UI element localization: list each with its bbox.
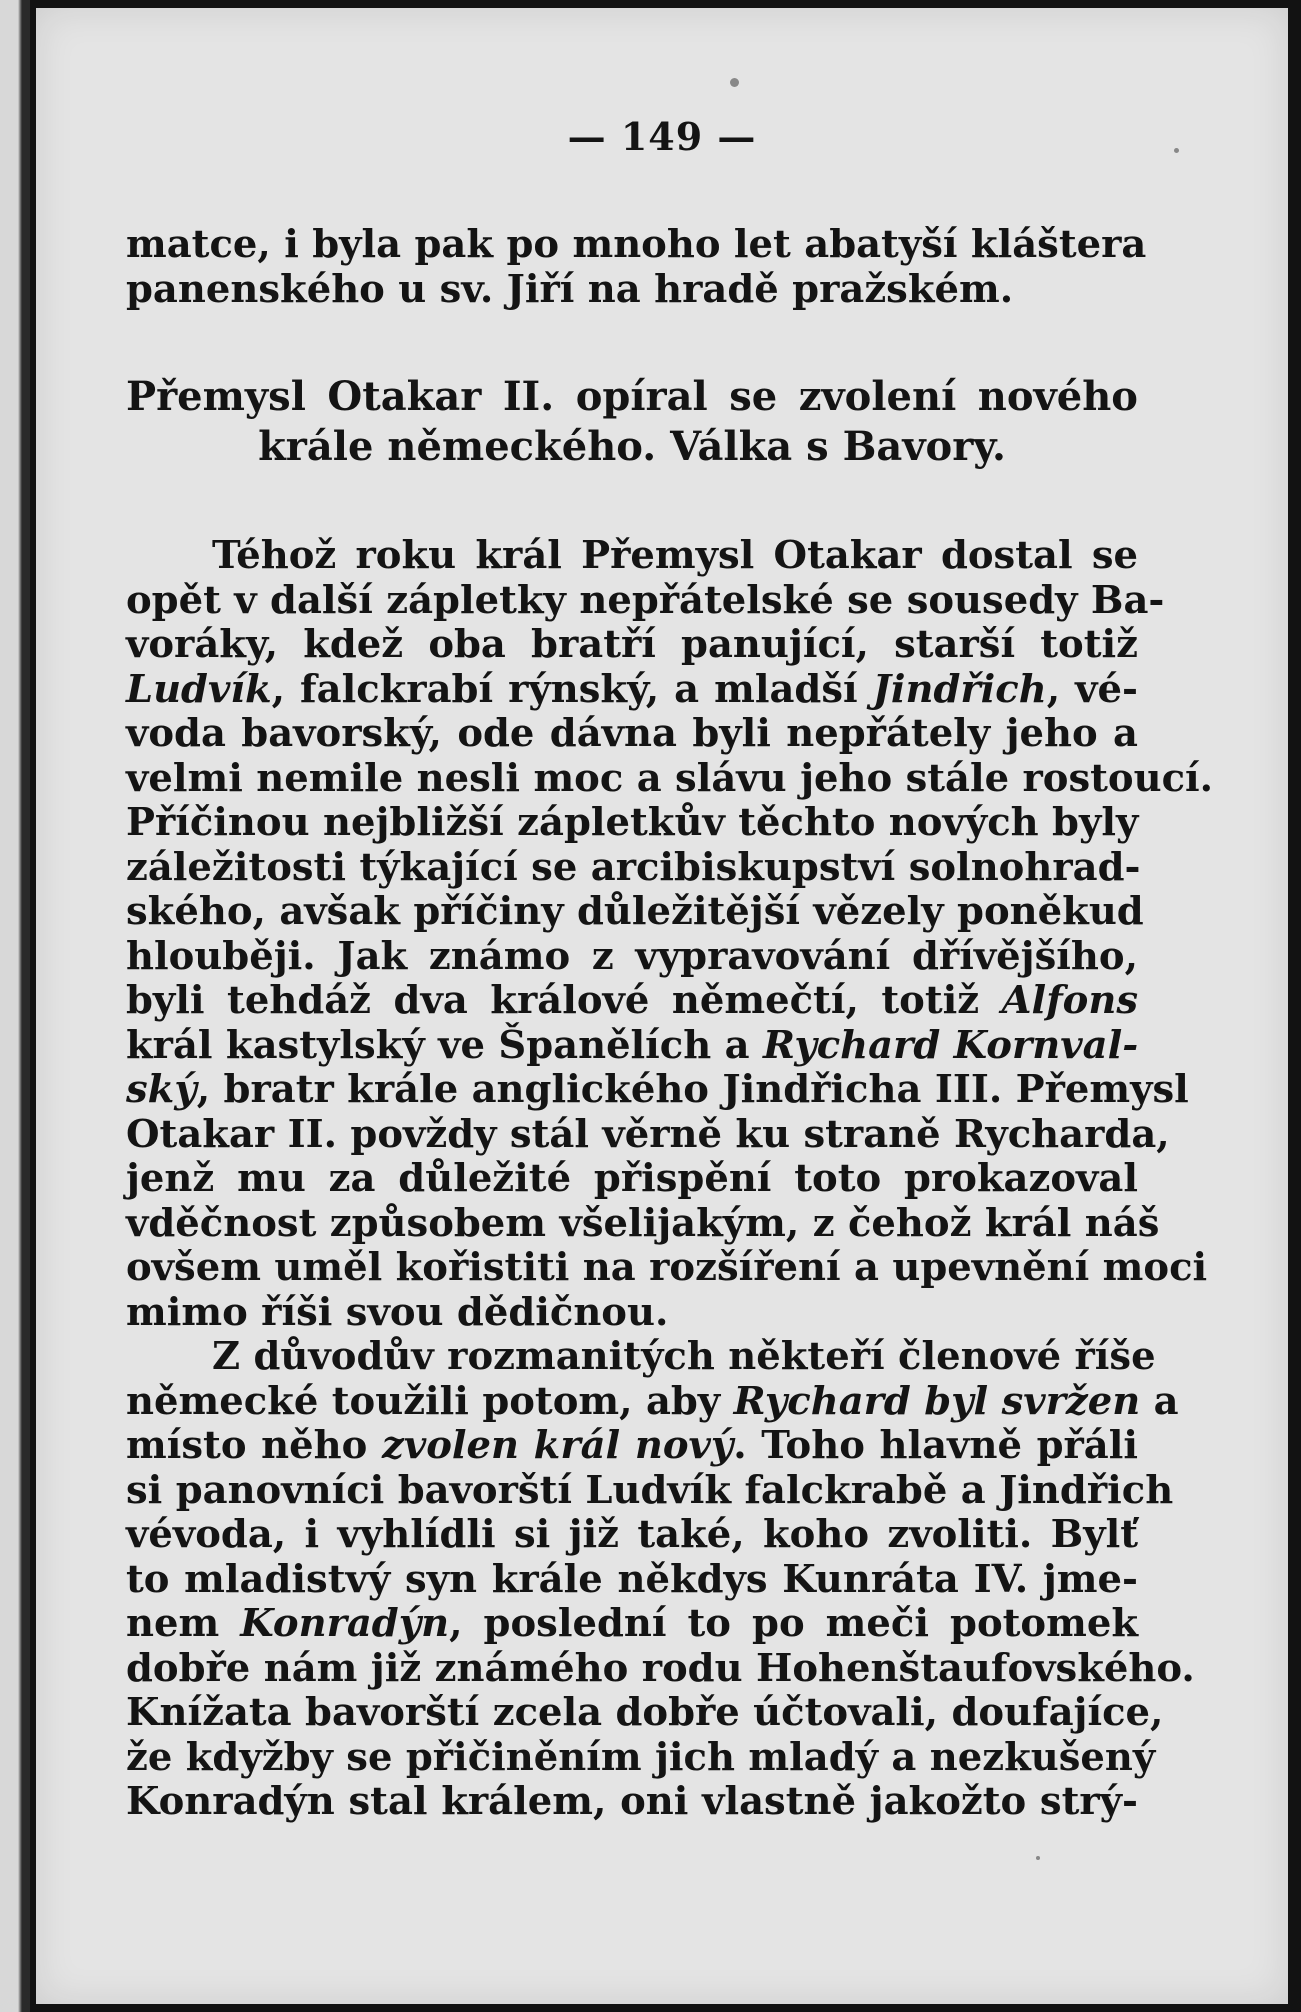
text-line [126,889,1144,935]
italic-text: Rychard byl svržen [733,1378,1141,1424]
text-segment: německé toužili potom, aby [126,1378,734,1424]
text-segment: mimo říši svou dědičnou. [126,1289,669,1335]
text-segment: a [1140,1378,1179,1424]
paragraph-second [126,1334,1195,1825]
text-line [126,1467,1174,1514]
text-line [126,712,1138,757]
text-segment: Knížata bavorští zcela dobře účtovali, doufajíce, [126,1690,1164,1735]
text-line [126,623,1138,668]
text-line [126,1780,1138,1825]
text-segment: voda bavorský, ode dávna byli nepřátely jeho a [126,711,1138,756]
heading-line: Přemysl Otakar II. opíral se zvolení nového [126,373,1138,420]
text-line [126,1645,1195,1692]
text-line [126,1291,1138,1336]
text-segment: byli tehdáž dva králové němečtí, totiž [126,978,1002,1023]
text-segment: Téhož roku král Přemysl Otakar dostal se [212,533,1138,578]
paragraph-intro [126,222,1147,312]
text-segment: , falckrabí rýnský, a mladší [271,666,873,712]
italic-text: Konradýn [240,1601,450,1646]
text-segment: že kdyžby se přičiněním jich mladý a nezkušený [126,1734,1156,1780]
text-segment: , poslední to po meči potomek [449,1601,1138,1646]
text-line [126,1424,1138,1469]
text-line [126,1334,1156,1380]
adjacent-page-edge [0,0,30,2012]
text-segment: místo něho [126,1423,382,1468]
text-line [126,1067,1189,1113]
print-speck [730,78,739,87]
text-segment: záležitosti týkající se arcibiskupství solnohrad- [126,844,1141,890]
italic-text: Alfons [1001,978,1138,1023]
text-line [126,1200,1160,1247]
italic-text: zvolen král nový [381,1423,734,1468]
italic-text: Jindřich [872,666,1047,712]
text-segment: velmi nemile nesli moc a slávu jeho stále rostoucí. [126,755,1214,801]
text-line [126,935,1138,980]
text-line [126,755,1214,802]
section-heading [126,372,1138,472]
text-line [126,668,1138,713]
book-page [36,8,1288,2004]
text-segment: opět v další zápletky nepřátelské se sousedy Ba- [126,577,1165,623]
text-line [126,577,1165,624]
text-line [126,1690,1164,1736]
text-line [126,1245,1208,1291]
text-segment: vévoda, i vyhlídli si již také, koho zvoliti. Bylť [126,1512,1138,1557]
text-segment: , vé- [1046,666,1138,712]
text-segment: , bratr krále anglického Jindřicha III. Přemysl [196,1067,1189,1112]
text-line [126,1513,1138,1558]
text-segment: Otakar II. povždy stál věrně ku straně Rycharda, [126,1111,1170,1157]
page-text [126,222,1214,1825]
text-line [126,534,1138,579]
text-segment: vděčnost způsobem všelijakým, z čehož král náš [126,1200,1160,1246]
text-segment: dobře nám již známého rodu Hohenštaufovského. [126,1645,1195,1691]
italic-text: Ludvík [126,666,272,712]
text-line [126,979,1138,1024]
paragraph-main [126,533,1214,1335]
text-segment: nem [126,1601,241,1646]
text-segment: Konradýn stal králem, oni vlastně jakožto strý- [126,1779,1138,1824]
text-line [126,1111,1170,1158]
text-line [126,1024,1138,1069]
text-line [126,1602,1138,1647]
text-segment: Z důvodův rozmanitých někteří členové říše [212,1334,1156,1379]
text-line [126,801,1138,846]
italic-text: ský [126,1067,197,1112]
text-line [126,1157,1138,1202]
text-line: matce, i byla pak po mnoho let abatyší kláštera [126,222,1147,267]
text-segment: to mladistvý syn krále někdys Kunráta IV. jme- [126,1556,1138,1602]
text-line [126,1734,1156,1781]
text-segment: ského, avšak příčiny důležitější vězely poněkud [126,889,1144,934]
text-segment: ovšem uměl kořistiti na rozšíření a upevnění moci [126,1245,1208,1290]
text-line [126,1378,1179,1425]
text-line: panenského u sv. Jiří na hradě pražském. [126,266,1014,312]
text-segment: král kastylský ve Španělích a [126,1022,763,1068]
text-line [126,844,1141,891]
heading-line: krále německého. Válka s Bavory. [258,423,1006,470]
text-segment: Příčinou nejbližší zápletkův těchto nových byly [126,800,1139,845]
text-segment: hlouběji. Jak známo z vypravování dřívějšího, [126,933,1138,979]
text-segment: voráky, kdež oba bratří panující, starší totiž [126,622,1138,667]
text-line [126,1558,1138,1603]
italic-text: Rychard Kornval- [763,1022,1139,1068]
print-speck [1174,148,1179,153]
text-segment: jenž mu za důležité přispění toto prokazoval [126,1156,1138,1201]
text-segment: . Toho hlavně přáli [733,1423,1139,1468]
page-number: — 149 — [567,114,757,159]
print-speck [1036,1856,1040,1860]
text-segment: si panovníci bavorští Ludvík falckrabě a Jindřich [126,1467,1174,1513]
